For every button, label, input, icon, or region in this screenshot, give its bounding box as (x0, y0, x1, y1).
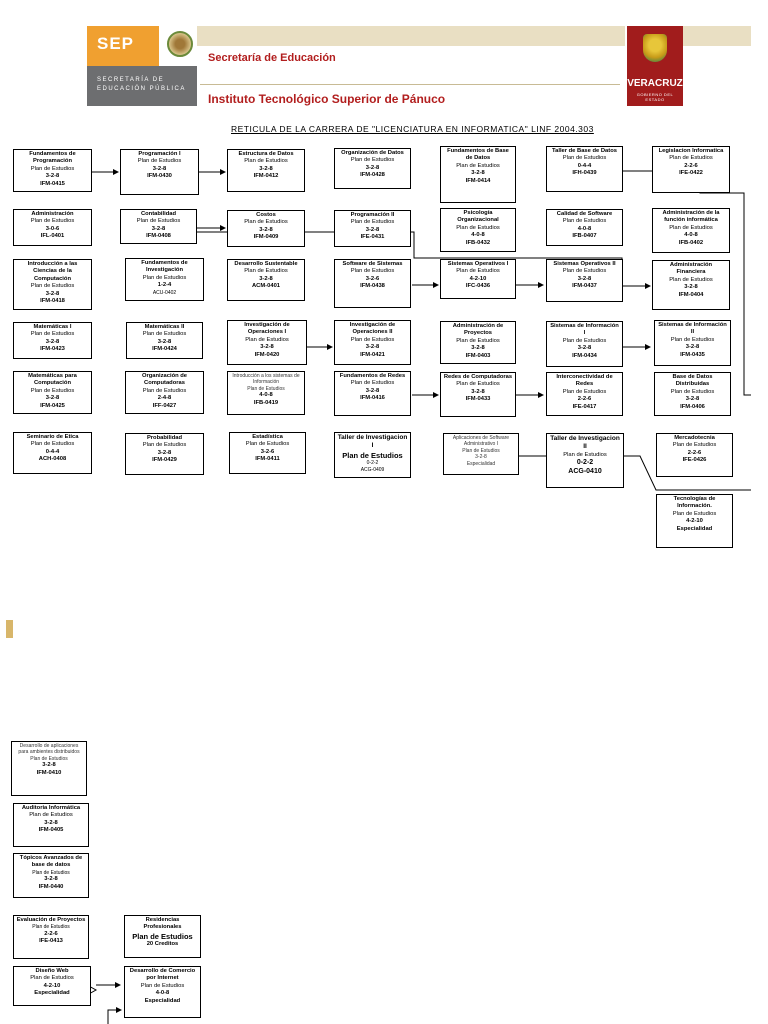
course-name: Organización de Computadoras (141, 373, 188, 387)
course-code: IFM-0429 (152, 457, 177, 464)
course-plan: Plan de Estudios (350, 268, 395, 275)
course-auditoria-informatica (13, 803, 89, 847)
header-tan-strip-right (683, 26, 751, 46)
course-name: Psicología Organizacional (457, 210, 499, 224)
course-probabilidad (125, 433, 204, 475)
veracruz-subtext: GOBIERNO DEL ESTADO (636, 92, 674, 102)
course-code: IFM-0404 (678, 291, 704, 298)
course-code: IFH-0439 (572, 170, 597, 177)
course-code: IFE-0431 (360, 234, 385, 241)
course-name: Matemáticas I (33, 324, 72, 330)
course-code: IFM-0405 (38, 827, 64, 834)
course-extra: Especialidad (34, 990, 70, 997)
course-plan: Plan de Estudios (244, 219, 288, 226)
course-credits: 2-2-6 (684, 162, 698, 169)
course-plan: Plan de Estudios (350, 157, 395, 164)
veracruz-text: VERACRUZ (627, 78, 683, 89)
course-name: Desarrollo Sustentable (234, 261, 298, 267)
course-credits: 3-2-8 (45, 338, 60, 345)
course-credits: 4-0-8 (577, 225, 592, 232)
course-plan: Plan de Estudios (350, 219, 395, 226)
course-name: Calidad de Software (556, 211, 613, 217)
course-name: Matemáticas II (144, 324, 185, 330)
course-plan: Plan de Estudios (350, 336, 395, 343)
course-code: IFM-0425 (40, 402, 65, 409)
course-plan: Plan de Estudios (30, 283, 75, 290)
course-fundamentos-base-datos (440, 146, 516, 203)
course-intro-ciencias-computacion (13, 259, 92, 310)
course-code: ACG-0410 (568, 467, 602, 475)
course-credits: 3-2-8 (365, 164, 380, 171)
course-estructura-datos (227, 149, 305, 192)
course-plan: Plan de Estudios (669, 155, 713, 162)
course-plan: Plan de Estudios (140, 982, 185, 989)
course-code: IFM-0430 (147, 173, 172, 180)
course-credits: 4-2-10 (43, 982, 61, 989)
course-taller-investigacion-1 (334, 432, 411, 478)
course-plan: Plan de Estudios (462, 447, 500, 454)
course-extra: Especialidad (466, 460, 496, 467)
course-credits: 1-2-4 (157, 282, 172, 289)
course-credits: 3-2-8 (471, 345, 485, 352)
course-code: IFM-0403 (465, 352, 491, 359)
course-credits: 3-2-8 (259, 165, 273, 172)
course-credits: 3-2-8 (475, 454, 487, 461)
sep-logo-text: SEP (97, 34, 135, 53)
course-credits: 2-2-6 (44, 930, 58, 937)
course-evaluacion-proyectos (13, 915, 89, 959)
course-name: Mercadotecnia (674, 435, 715, 441)
section-marker (6, 620, 13, 638)
course-plan: Plan de Estudios (562, 388, 607, 395)
course-diseno-web (13, 966, 91, 1006)
course-investigacion-operaciones-2 (334, 320, 411, 365)
course-name: Administración (31, 211, 74, 217)
course-name: Sistemas Operativos II (553, 261, 616, 267)
course-programacion-2 (334, 210, 411, 247)
course-code: IFM-0416 (360, 395, 385, 402)
course-code: IFM-0440 (38, 883, 64, 890)
course-plan: Plan de Estudios (30, 755, 68, 762)
course-fundamentos-redes (334, 371, 411, 416)
course-code: IFC-0436 (465, 283, 491, 290)
course-name: Programación I (138, 151, 181, 157)
course-legislacion-informatica (652, 146, 730, 193)
course-code: IFB-0407 (572, 233, 597, 240)
course-credits: 3-2-6 (365, 275, 380, 282)
course-code: IFM-0418 (40, 298, 65, 305)
course-psicologia-organizacional (440, 208, 516, 252)
course-code: IFM-0438 (360, 283, 385, 290)
course-plan: Plan de Estudios (30, 975, 74, 982)
course-name: Estructura de Datos (238, 151, 294, 157)
course-name: Diseño Web (35, 968, 69, 974)
course-credits: 20 Creditos (146, 941, 179, 948)
course-plan: Plan de Estudios (562, 218, 607, 225)
course-name: Redes de Computadoras (443, 374, 513, 380)
course-plan: Plan de Estudios (245, 441, 290, 448)
course-name: Auditoria Informática (21, 805, 81, 811)
course-desarrollo-sustentable (227, 259, 305, 301)
course-credits: 3-2-8 (259, 226, 273, 233)
course-plan: Plan de Estudios (142, 442, 187, 449)
course-code: IFM-0433 (465, 396, 491, 403)
course-plan: Plan de Estudios (245, 336, 289, 343)
course-credits: 2-2-6 (577, 396, 592, 403)
course-administracion-financiera (652, 260, 730, 310)
course-code: IFM-0420 (254, 351, 280, 358)
course-name: Fundamentos de Base de Datos (447, 148, 509, 162)
course-name: Probabilidad (146, 435, 183, 441)
course-code: ACH-0408 (38, 456, 67, 463)
course-credits: 0-2-2 (576, 459, 594, 467)
arrow-bottom-dci (108, 1010, 121, 1024)
course-name: Interconectividad de Redes (556, 374, 613, 388)
header-tan-strip (197, 26, 625, 46)
course-plan: Plan de Estudios (30, 165, 75, 172)
course-intro-sistemas-informacion (227, 371, 305, 415)
course-plan: Plan de Estudios (562, 337, 607, 344)
course-administracion (13, 209, 92, 246)
course-organizacion-computadoras (125, 371, 204, 414)
course-name: Introducción a los sistemas de Información (232, 373, 300, 386)
course-plan: Plan de Estudios (32, 924, 70, 931)
course-investigacion-operaciones-1 (227, 320, 307, 365)
course-sistemas-informacion-1 (546, 321, 623, 367)
veracruz-logo (627, 26, 683, 106)
course-name: Administración de la función informática (662, 210, 720, 224)
course-name: Organización de Datos (341, 150, 404, 156)
course-code: ACU-0402 (152, 289, 177, 296)
course-name: Costos (256, 212, 276, 218)
course-plan: Plan de Estudios (456, 162, 500, 169)
course-extra: Especialidad (144, 997, 181, 1004)
course-credits: 3-2-8 (471, 388, 485, 395)
course-name: Desarrollo de aplicaciones para ambientes distribuidos (18, 743, 80, 756)
course-code: IFM-0410 (36, 769, 62, 776)
course-code: IFM-0408 (146, 233, 171, 240)
course-code: IFE-0422 (679, 170, 703, 177)
course-code: IFM-0412 (253, 173, 279, 180)
course-credits: 3-2-8 (259, 275, 273, 282)
course-credits: 4-0-8 (684, 232, 698, 239)
course-desarrollo-aplicaciones-distribuidos (11, 741, 87, 796)
course-credits: 3-2-8 (260, 344, 274, 351)
course-sistemas-operativos-1 (440, 259, 516, 299)
mexico-seal-icon (159, 26, 197, 66)
course-code: IFM-0409 (253, 234, 279, 241)
course-plan: Plan de Estudios (247, 385, 285, 392)
course-plan: Plan de Estudios (670, 388, 715, 395)
course-credits: 3-2-8 (45, 395, 60, 402)
course-name: Tecnologías de Información. (673, 496, 716, 510)
course-name: Taller de Investigacion I (337, 434, 408, 450)
course-name: Residencias Profesionales (143, 917, 182, 931)
instituto-title: Instituto Tecnológico Superior de Pánuco (208, 92, 446, 106)
course-software-sistemas (334, 259, 411, 308)
course-code: IFE-0413 (39, 938, 63, 945)
course-taller-investigacion-2 (546, 433, 624, 488)
course-plan: Plan de Estudios (456, 381, 500, 388)
course-credits: 3-2-8 (365, 344, 380, 351)
course-plan: Plan de Estudios (142, 387, 187, 394)
course-costos (227, 210, 305, 247)
sep-logo (87, 26, 159, 66)
course-programacion-1 (120, 149, 199, 195)
course-plan: Plan de Estudios (562, 268, 607, 275)
course-code: IFM-0421 (360, 351, 385, 358)
course-code: IFM-0435 (680, 351, 705, 358)
course-code: IFM-0428 (360, 172, 385, 179)
course-credits: 3-2-8 (157, 338, 172, 345)
course-credits: 4-0-8 (471, 232, 485, 239)
sep-sub2: EDUCACIÓN PÚBLICA (97, 86, 186, 92)
course-organizacion-datos (334, 148, 411, 189)
course-code: IFE-0426 (682, 457, 707, 464)
course-credits: 3-2-8 (44, 876, 58, 883)
course-credits: 4-0-8 (259, 392, 273, 399)
course-name: Fundamentos de Programación (29, 151, 76, 165)
course-name: Taller de Investigacion II (550, 435, 620, 451)
course-plan: Plan de Estudios (30, 441, 75, 448)
course-matematicas-computacion (13, 371, 92, 414)
course-credits: 3-2-8 (685, 344, 700, 351)
course-code: IFM-0434 (572, 352, 597, 359)
course-name: Investigación de Operaciones I (244, 322, 290, 336)
course-credits: 3-2-8 (577, 345, 592, 352)
course-name: Programación II (350, 212, 395, 218)
course-administracion-proyectos (440, 321, 516, 364)
course-name: Estadística (252, 434, 283, 440)
course-plan: Plan de Estudios (563, 451, 607, 458)
course-comercio-internet (124, 966, 201, 1018)
course-credits: 0-4-4 (577, 162, 592, 169)
course-name: Introducción a las Ciencias de la Computación (27, 261, 78, 282)
course-plan: Plan de Estudios (672, 510, 717, 517)
page-title: RETICULA DE LA CARRERA DE "LICENCIATURA EN INFORMATICA" LINF 2004.303 (231, 124, 594, 134)
course-credits: 4-2-10 (469, 275, 487, 282)
course-credits: 3-2-8 (44, 819, 58, 826)
course-name: Administración Financiera (669, 262, 713, 276)
course-plan: Plan de Estudios (562, 155, 607, 162)
course-matematicas-2 (126, 322, 203, 359)
course-credits: 3-2-8 (151, 225, 166, 232)
course-fundamentos-investigacion (125, 258, 204, 301)
course-credits: 0-4-4 (45, 448, 60, 455)
course-credits: 3-2-8 (45, 290, 60, 297)
course-residencias-profesionales (124, 915, 201, 958)
course-tecnologias-informacion (656, 494, 733, 548)
course-plan: Plan de Estudios (342, 450, 403, 460)
course-plan: Plan de Estudios (456, 268, 500, 275)
course-plan: Plan de Estudios (32, 869, 70, 876)
course-name: Base de Datos Distribuidas (672, 374, 713, 388)
course-base-datos-distribuidas (654, 372, 731, 416)
course-code: IFM-0414 (465, 177, 491, 184)
course-taller-base-datos (546, 146, 623, 192)
course-contabilidad (120, 209, 197, 244)
course-credits: 0-2-2 (366, 460, 379, 467)
course-code: IFM-0411 (255, 456, 280, 463)
course-plan: Plan de Estudios (142, 274, 187, 281)
course-redes-computadoras (440, 372, 516, 417)
course-code: IFM-0415 (40, 180, 65, 187)
course-plan: Plan de Estudios (30, 331, 75, 338)
sep-subtitle-box (87, 66, 197, 106)
course-code: IFE-0417 (572, 403, 597, 410)
course-sistemas-operativos-2 (546, 259, 623, 302)
course-code: IFL-0401 (40, 233, 65, 240)
course-matematicas-1 (13, 322, 92, 359)
course-extra: Especialidad (676, 525, 713, 532)
course-plan: Plan de Estudios (350, 380, 395, 387)
course-credits: 3-2-8 (471, 170, 485, 177)
course-name: Investigación de Operaciones II (349, 322, 396, 336)
course-name: Tópicos Avanzados de base de datos (19, 855, 83, 869)
course-code: IFB-0419 (253, 399, 279, 406)
course-name: Taller de Base de Datos (552, 148, 617, 154)
course-plan: Plan de Estudios (30, 218, 75, 225)
course-name: Evaluación de Proyectos (16, 917, 86, 923)
course-plan: Plan de Estudios (142, 331, 187, 338)
course-credits: 4-0-8 (155, 990, 170, 997)
course-fundamentos-programacion (13, 149, 92, 192)
course-code: IFF-0427 (152, 402, 177, 409)
course-mercadotecnia (656, 433, 733, 477)
course-name: Sistemas de Información I (550, 323, 619, 337)
course-credits: 3-2-8 (577, 275, 592, 282)
course-estadistica (229, 432, 306, 474)
course-name: Sistemas Operativos I (447, 261, 509, 267)
course-code: IFM-0406 (680, 403, 705, 410)
course-credits: 3-2-8 (45, 173, 60, 180)
course-admin-funcion-informatica (652, 208, 730, 253)
course-plan: Plan de Estudios (137, 158, 182, 165)
seal-circle (167, 31, 193, 57)
course-credits: 3-2-6 (260, 448, 275, 455)
course-plan: Plan de Estudios (244, 158, 288, 165)
course-plan: Plan de Estudios (456, 224, 500, 231)
course-code: IFM-0424 (152, 346, 177, 353)
course-name: Legislacion Informatica (658, 148, 724, 154)
course-calidad-software (546, 209, 623, 246)
course-name: Fundamentos de Redes (339, 373, 406, 379)
course-credits: 3-2-8 (685, 396, 700, 403)
course-plan: Plan de Estudios (669, 276, 713, 283)
course-plan: Plan de Estudios (244, 268, 288, 275)
course-seminario-etica (13, 432, 92, 474)
course-code: IFM-0423 (40, 346, 65, 353)
course-credits: 2-2-6 (687, 449, 702, 456)
course-name: Software de Sistemas (342, 261, 403, 267)
course-code: ACM-0401 (251, 283, 281, 290)
course-code: IFB-0402 (678, 239, 704, 246)
course-plan: Plan de Estudios (670, 336, 715, 343)
course-credits: 2-4-8 (157, 395, 172, 402)
course-name: Sistemas de Información II (658, 322, 727, 336)
course-plan: Plan de Estudios (29, 812, 73, 819)
course-credits: 3-2-8 (157, 449, 172, 456)
course-credits: 3-2-8 (42, 762, 56, 769)
course-credits: 3-2-8 (365, 387, 380, 394)
course-plan: Plan de Estudios (132, 931, 193, 941)
course-aplicaciones-software-admin (443, 433, 519, 475)
veracruz-crest-icon (643, 34, 667, 62)
course-code: ACG-0409 (360, 466, 385, 473)
course-plan: Plan de Estudios (672, 442, 717, 449)
course-name: Administración de Proyectos (452, 323, 504, 337)
course-credits: 3-0-6 (45, 225, 60, 232)
course-name: Desarrollo de Comercio por Internet (129, 968, 196, 982)
course-name: Contabilidad (140, 211, 177, 217)
course-name: Matemáticas para Computación (28, 373, 77, 387)
course-topicos-avanzados-bd (13, 853, 89, 898)
course-sistemas-informacion-2 (654, 320, 731, 366)
sep-sub1: SECRETARÍA DE (97, 77, 165, 83)
course-name: Seminario de Etica (26, 434, 79, 440)
course-credits: 3-2-8 (684, 284, 698, 291)
header-divider (200, 84, 620, 85)
course-name: Fundamentos de Investigación (141, 260, 188, 274)
course-plan: Plan de Estudios (136, 218, 181, 225)
course-code: IFB-0432 (465, 239, 491, 246)
course-name: Aplicaciones de Software Administrativo I (452, 435, 510, 448)
course-plan: Plan de Estudios (456, 337, 500, 344)
secretaria-title: Secretaría de Educación (208, 52, 336, 64)
course-credits: 4-2-10 (686, 518, 703, 525)
course-credits: 3-2-8 (365, 226, 380, 233)
course-plan: Plan de Estudios (669, 224, 713, 231)
course-plan: Plan de Estudios (30, 387, 75, 394)
course-credits: 3-2-8 (152, 165, 167, 172)
course-code: IFM-0437 (572, 283, 597, 290)
course-interconectividad-redes (546, 372, 623, 416)
